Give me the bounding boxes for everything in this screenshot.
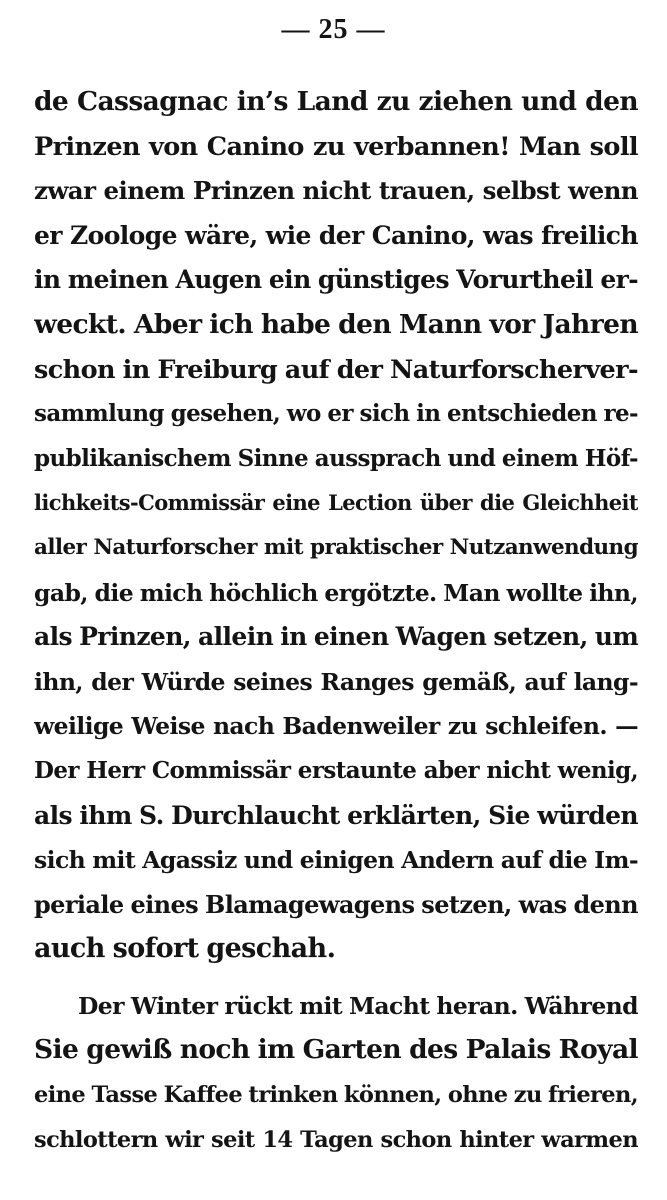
text-line: Sie gewiß noch im Garten des Palais Royal (34, 1034, 638, 1066)
text-line: schon in Freiburg auf der Naturforscherver- (34, 354, 638, 385)
text-line: schlottern wir seit 14 Tagen schon hinter warmen (34, 1126, 638, 1153)
text-line: eine Tasse Kaffee trinken können, ohne zu frieren, (34, 1082, 638, 1109)
text-line: ihn, der Würde seines Ranges gemäß, auf lang- (34, 667, 638, 696)
text-line: de Cassagnac in’s Land zu ziehen und den (34, 86, 638, 117)
text-line: sammlung gesehen, wo er sich in entschieden re- (34, 400, 638, 428)
text-line: als ihm S. Durchlaucht erklärten, Sie würden (34, 800, 638, 830)
paragraph-2 (34, 984, 638, 1162)
text-line: als Prinzen, allein in einen Wagen setzen, um (34, 622, 638, 652)
text-line: Der Herr Commissär erstaunte aber nicht wenig, (34, 756, 638, 784)
text-line: auch sofort geschah. (34, 933, 336, 965)
text-line: sich mit Agassiz und einigen Andern auf die Im- (34, 846, 638, 875)
page-number: — 25 — (281, 14, 386, 45)
paragraph-1 (34, 80, 638, 972)
text-line: in meinen Augen ein günstiges Vorurtheil er- (34, 265, 638, 295)
text-line: aller Naturforscher mit praktischer Nutzanwendung (34, 534, 638, 560)
text-line: weilige Weise nach Badenweiler zu schleifen. — (34, 712, 638, 741)
body-text (34, 80, 638, 1162)
text-line: periale eines Blamagewagens setzen, was denn (34, 889, 638, 919)
text-line: lichkeits-Commissär eine Lection über die Gleichheit (34, 490, 638, 516)
paragraph-gap (34, 972, 638, 984)
text-line: gab, die mich höchlich ergötzte. Man wollte ihn, (34, 578, 638, 607)
text-line: weckt. Aber ich habe den Mann vor Jahren (34, 308, 638, 340)
text-line: Der Winter rückt mit Macht heran. Während (78, 991, 638, 1020)
text-line: Prinzen von Canino zu verbannen! Man soll (34, 131, 638, 162)
text-line: zwar einem Prinzen nicht trauen, selbst wenn (34, 176, 638, 206)
text-line: er Zoologe wäre, wie der Canino, was freilich (34, 220, 638, 250)
text-line: publikanischem Sinne aussprach und einem Höf- (34, 444, 638, 472)
